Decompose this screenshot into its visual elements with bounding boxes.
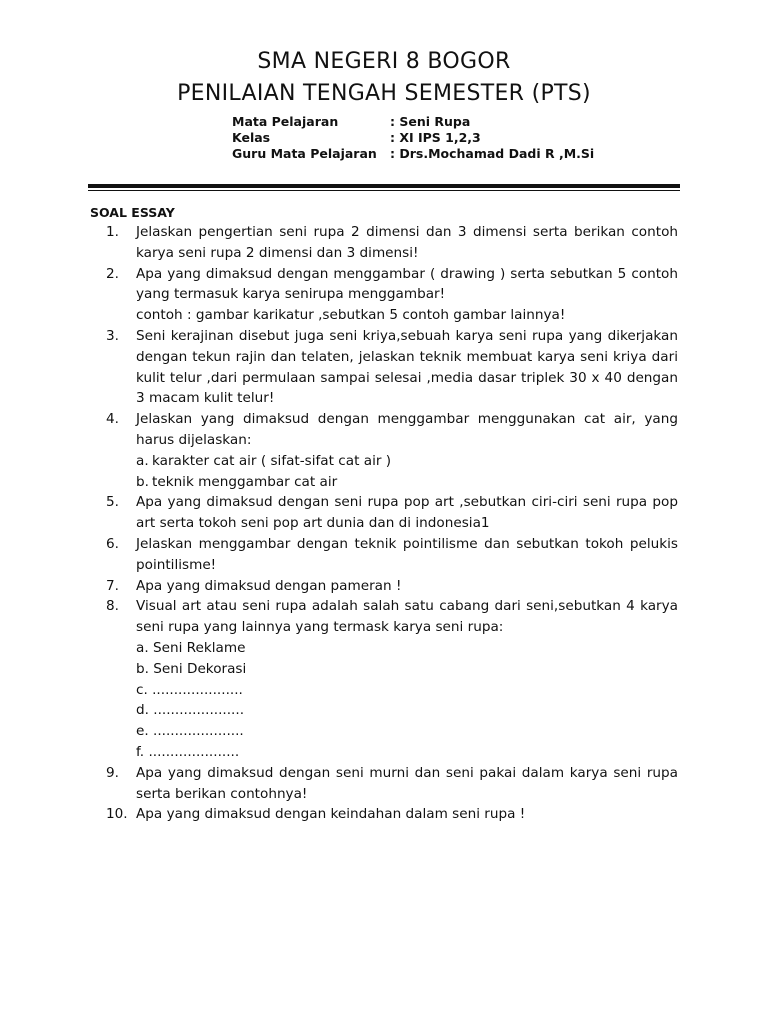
question-text: Apa yang dimaksud dengan seni rupa pop art ,sebutkan ciri-ciri seni rupa pop art serta tokoh seni pop art dunia dan di indonesia1 bbox=[136, 494, 678, 532]
question-number: 6. bbox=[106, 535, 119, 552]
school-name: SMA NEGERI 8 BOGOR bbox=[257, 49, 511, 74]
answer-blank: c. ..................... bbox=[136, 681, 243, 698]
question-number: 7. bbox=[106, 577, 119, 594]
question-text: Apa yang dimaksud dengan seni murni dan seni pakai dalam karya seni rupa serta berikan contohnya! bbox=[136, 764, 678, 802]
question-number: 9. bbox=[106, 764, 119, 781]
question-5 bbox=[106, 492, 678, 534]
question-text: Jelaskan yang dimaksud dengan menggambar menggunakan cat air, yang harus dijelaskan: bbox=[136, 411, 678, 448]
answer-blank: f. ..................... bbox=[136, 743, 240, 760]
question-text: Visual art atau seni rupa adalah salah satu cabang dari seni,sebutkan 4 karya seni rupa yang lainnya yang termask karya seni rupa: bbox=[136, 598, 678, 636]
sub-item-letter: a. bbox=[136, 452, 149, 469]
question-1 bbox=[106, 222, 678, 264]
info-label: Mata Pelajaran bbox=[232, 114, 339, 129]
divider-thick bbox=[88, 184, 680, 188]
question-6 bbox=[106, 534, 678, 576]
question-number: 2. bbox=[106, 265, 119, 282]
question-number: 1. bbox=[106, 224, 119, 240]
question-number: 4. bbox=[106, 411, 119, 428]
info-row-subject bbox=[232, 114, 594, 130]
question-text: Jelaskan menggambar dengan teknik pointilisme dan sebutkan tokoh pelukis pointilisme! bbox=[136, 535, 678, 573]
page-header bbox=[0, 46, 768, 110]
answer-option: b. Seni Dekorasi bbox=[136, 660, 247, 677]
question-text: Apa yang dimaksud dengan pameran ! bbox=[136, 577, 402, 594]
sub-item-letter: b. bbox=[136, 473, 149, 490]
question-text: Jelaskan pengertian seni rupa 2 dimensi dan 3 dimensi serta berikan contoh karya seni rupa 2 dimensi dan 3 dimensi! bbox=[136, 224, 678, 261]
answer-blank: d. ..................... bbox=[136, 702, 245, 719]
question-number: 3. bbox=[106, 327, 119, 344]
question-7 bbox=[106, 576, 678, 597]
question-number: 8. bbox=[106, 598, 119, 615]
answer-blank: e. ..................... bbox=[136, 723, 244, 740]
question-example: contoh : gambar karikatur ,sebutkan 5 contoh gambar lainnya! bbox=[136, 307, 566, 324]
sub-item-text: teknik menggambar cat air bbox=[152, 473, 338, 490]
question-text: Seni kerajinan disebut juga seni kriya,sebuah karya seni rupa yang dikerjakan dengan tekun rajin dan telaten, jelaskan teknik membuat karya seni kriya dari kulit telur ,dari permulaan sampai selesai ,media dasar triplek 30 x 40 dengan 3 macam kulit telur! bbox=[136, 327, 678, 407]
info-label: Guru Mata Pelajaran bbox=[232, 146, 377, 161]
sub-item-text: karakter cat air ( sifat-sifat cat air ) bbox=[152, 452, 392, 469]
section-title: SOAL ESSAY bbox=[90, 205, 175, 220]
info-row-teacher bbox=[232, 146, 594, 162]
exam-title: PENILAIAN TENGAH SEMESTER (PTS) bbox=[177, 81, 591, 106]
info-row-class bbox=[232, 130, 594, 146]
question-text: Apa yang dimaksud dengan keindahan dalam seni rupa ! bbox=[136, 806, 526, 823]
sub-item bbox=[136, 451, 678, 472]
question-text: Apa yang dimaksud dengan menggambar ( drawing ) serta sebutkan 5 contoh yang termasuk karya senirupa menggambar! bbox=[136, 265, 678, 303]
question-number: 10. bbox=[106, 806, 128, 823]
question-list bbox=[106, 222, 678, 825]
info-value: : XI IPS 1,2,3 bbox=[390, 130, 481, 145]
info-value: : Seni Rupa bbox=[390, 114, 471, 129]
question-9 bbox=[106, 763, 678, 805]
info-value: : Drs.Mochamad Dadi R ,M.Si bbox=[390, 146, 595, 161]
question-10 bbox=[106, 804, 678, 825]
info-label: Kelas bbox=[232, 130, 271, 145]
exam-info bbox=[232, 114, 594, 162]
answer-option: a. Seni Reklame bbox=[136, 639, 246, 656]
question-3 bbox=[106, 326, 678, 409]
divider-thin bbox=[88, 190, 680, 191]
question-number: 5. bbox=[106, 494, 119, 511]
sub-item bbox=[136, 472, 678, 493]
question-8 bbox=[106, 596, 678, 762]
question-2 bbox=[106, 264, 678, 326]
question-4 bbox=[106, 409, 678, 492]
